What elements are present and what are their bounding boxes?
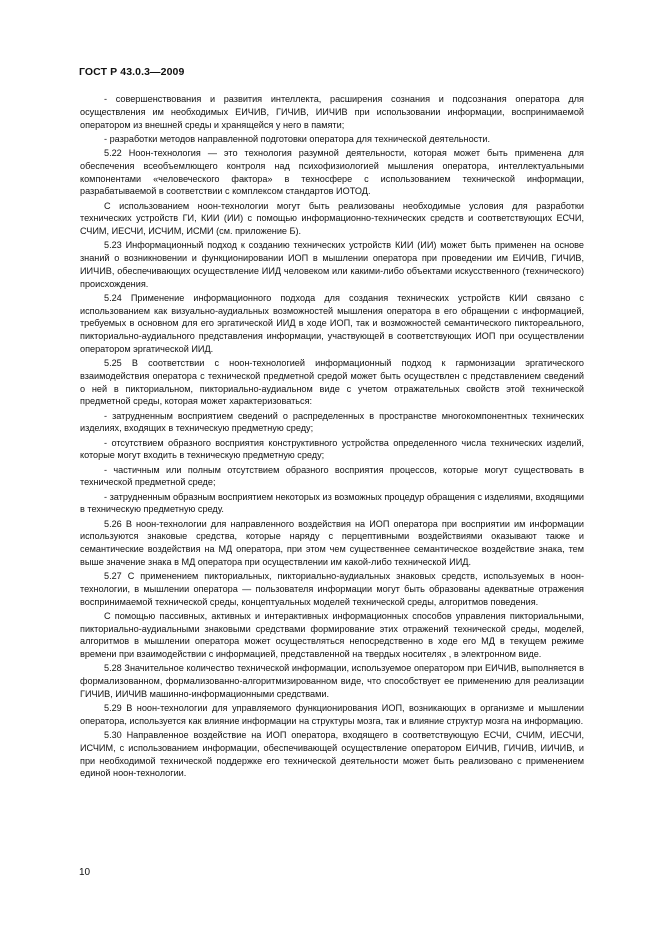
paragraph: 5.22 Ноон-технология — это технология разумной деятельности, которая может быть применена для обеспечения всеобъемлющего контроля над психофизиологией мышления оператора, интеллектуальными компонентами «человеческого фактора» в техносфере с использованием технической информации, разрабатываемой в соответствии с комплексом стандартов ИОТОД. [80,148,584,197]
paragraph: 5.30 Направленное воздействие на ИОП оператора, входящего в соответствующую ЕСЧИ, СЧИМ, ИЕСЧИ, ИСЧИМ, с использованием информации, обеспечивающей осуществление оператором ЕИЧИВ, ГИЧИВ, ИИЧИВ, и при необходимой технической поддержке его технической деятельности может быть реализовано с применением единой ноон-технологии. [80,730,584,779]
paragraph: С использованием ноон-технологии могут быть реализованы необходимые условия для разработки технических устройств ГИ, КИИ (ИИ) с помощью информационно-технических средств и соответствующих ЕСЧИ, СЧИМ, ИЕСЧИ, ИСЧИМ, ИСМИ (см. приложение Б). [80,200,584,236]
paragraph: 5.26 В ноон-технологии для направленного воздействия на ИОП оператора при восприятии им информации используются знаковые средства, которые наряду с перцептивными воздействиями оказывают также и семантические воздействия на МД оператора, при этом чем существеннее семантическое воздействие знака, тем выше значение знака в МД оператора при осуществлении им какой-либо технической ИИД. [80,518,584,567]
paragraph: - затрудненным восприятием сведений о распределенных в пространстве многокомпонентных технических изделиях, входящих в техническую предметную среду; [80,410,584,434]
paragraph: 5.25 В соответствии с ноон-технологией информационный подход к гармонизации эргатического взаимодействия оператора с технической предметной средой может быть осуществлен с представлением сведений о ней в пикториальном, пикториально-аудиальном виде с учетом отражательных свойств этой технической предметной среды, которая может характеризоваться: [80,358,584,407]
page-number: 10 [79,867,91,878]
paragraph: - отсутствием образного восприятия конструктивного устройства определенного числа технических изделий, которые могут входить в техническую предметную среду; [80,437,584,461]
paragraph: С помощью пассивных, активных и интерактивных информационных способов управления пикториальными, пикториально-аудиальными знаковыми средствами формирование этих отражений технической среды, моделей, алгоритмов в мышлении оператора может осуществляться непосредственно в ходе его МД в текущем режиме времени при взаимодействии с информацией, представленной на твердых носителях , в электронном виде. [80,610,584,659]
paragraph: - совершенствования и развития интеллекта, расширения сознания и подсознания оператора для осуществления им необходимых ЕИЧИВ, ГИЧИВ, ИИЧИВ при использовании информации, воспринимаемой оператором из внешней среды и хранящейся у него в памяти; [80,94,584,130]
paragraph: 5.23 Информационный подход к созданию технических устройств КИИ (ИИ) может быть применен на основе знаний о возникновении и функционировании ИОП в мышлении оператора при проведении им ЕИЧИВ, ГИЧИВ, ИИЧИВ, обеспечивающих осуществление ИИД человеком или какими-либо объектами искусственного (технического) происхождения. [80,240,584,289]
paragraph: - затрудненным образным восприятием некоторых из возможных процедур обращения с изделиями, входящими в техническую предметную среду. [80,491,584,515]
document-body [80,93,584,782]
paragraph: 5.24 Применение информационного подхода для создания технических устройств КИИ связано с использованием как визуально-аудиальных возможностей мышления оператора в его обращении с информацией, требуемых в основном для его эргатической ИИД в ходе ИОП, так и возможностей семантического пиктореального, пикториально-аудиального представления информации, участвующей в соответствующих ИОП при осуществлении оператором эргатической ИИД. [80,292,584,354]
paragraph: 5.28 Значительное количество технической информации, используемое оператором при ЕИЧИВ, выполняется в формализованном, формализованно-алгоритмизированном виде, что способствует ее применению для реализации ГИЧИВ, ИИЧИВ машинно-информационными средствами. [80,663,584,699]
paragraph: 5.27 С применением пикториальных, пикториально-аудиальных знаковых средств, используемых в ноон-технологии, в мышлении оператора — пользователя информации могут быть образованы адекватные отражения воспринимаемой технической среды, концептуальных моделей технической среды, алгоритмов поведения. [80,571,584,607]
document-header: ГОСТ Р 43.0.3—2009 [79,66,185,78]
paragraph: 5.29 В ноон-технологии для управляемого функционирования ИОП, возникающих в организме и мышлении оператора, используется как влияние информации на структуры мозга, так и влияние структур мозга на информацию. [80,703,584,726]
paragraph: - разработки методов направленной подготовки оператора для технической деятельности. [104,133,491,144]
paragraph: - частичным или полным отсутствием образного восприятия процессов, которые могут существовать в технической предметной среде; [80,464,584,488]
